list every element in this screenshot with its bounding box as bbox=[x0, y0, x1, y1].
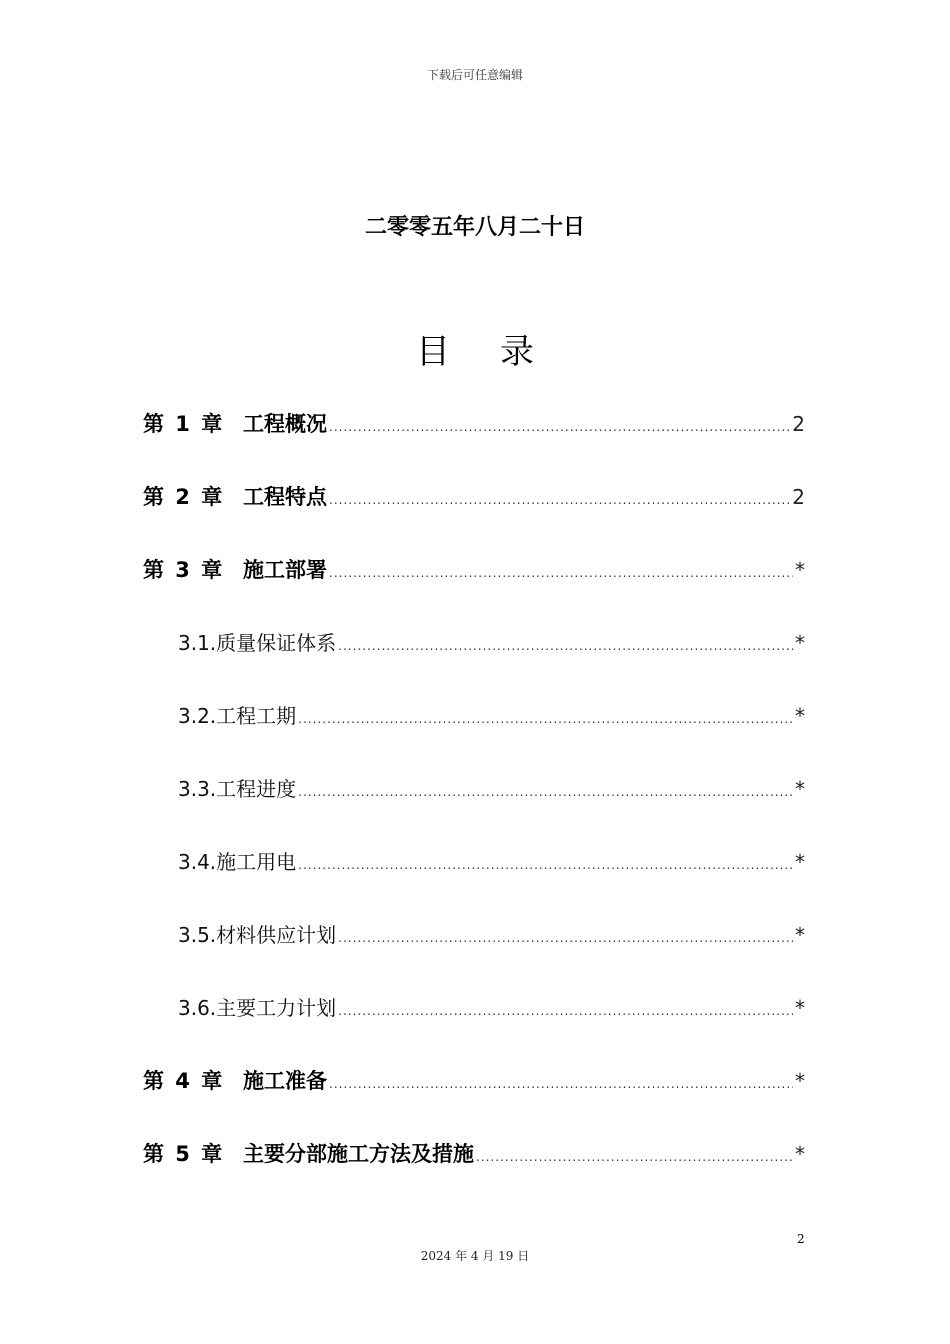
toc-leader-dots bbox=[298, 768, 793, 816]
toc-entry-label: 工程特点 bbox=[243, 485, 327, 509]
toc-entry-label: 施工准备 bbox=[243, 1069, 327, 1093]
toc-entry-label: 3.5.材料供应计划 bbox=[178, 923, 337, 947]
toc-entry-chapter-5[interactable] bbox=[143, 1130, 805, 1203]
toc-entry-page: * bbox=[795, 1142, 805, 1166]
toc-leader-dots bbox=[338, 987, 793, 1035]
toc-entry-page: * bbox=[795, 1069, 805, 1093]
toc-title-char: 录 bbox=[500, 332, 534, 372]
toc-entry-page: * bbox=[795, 558, 805, 582]
toc-leader-dots bbox=[329, 403, 790, 451]
toc-entry-page: 2 bbox=[792, 412, 805, 436]
toc-entry-number: 第 5 章 bbox=[143, 1142, 223, 1166]
toc-entry-label: 3.1.质量保证体系 bbox=[178, 631, 337, 655]
toc-leader-dots bbox=[329, 1060, 793, 1108]
toc-entry-number: 第 3 章 bbox=[143, 558, 223, 582]
toc-title-char: 目 bbox=[416, 332, 450, 372]
toc-entry-chapter-4[interactable] bbox=[143, 1057, 805, 1130]
toc-entry-label: 3.3.工程进度 bbox=[178, 777, 297, 801]
toc-entry-chapter-3[interactable] bbox=[143, 546, 805, 619]
toc-entry-label: 工程概况 bbox=[243, 412, 327, 436]
toc-entry-label: 3.4.施工用电 bbox=[178, 850, 297, 874]
toc-entry-label: 3.6.主要工力计划 bbox=[178, 996, 337, 1020]
toc-leader-dots bbox=[298, 841, 793, 889]
toc-entry-chapter-1[interactable] bbox=[143, 400, 805, 473]
toc-entry-number: 第 1 章 bbox=[143, 412, 223, 436]
toc-entry-page: * bbox=[795, 923, 805, 947]
toc-leader-dots bbox=[338, 914, 793, 962]
toc-leader-dots bbox=[298, 695, 793, 743]
toc-entry-section-3-1[interactable] bbox=[143, 619, 805, 692]
toc-entry-page: 2 bbox=[792, 485, 805, 509]
toc-leader-dots bbox=[338, 622, 793, 670]
toc-entry-chapter-2[interactable] bbox=[143, 473, 805, 546]
toc-leader-dots bbox=[329, 476, 790, 524]
toc-title bbox=[0, 324, 950, 373]
toc-entry-label: 施工部署 bbox=[243, 558, 327, 582]
toc-entry-section-3-2[interactable] bbox=[143, 692, 805, 765]
toc-entry-page: * bbox=[795, 996, 805, 1020]
toc-entry-page: * bbox=[795, 704, 805, 728]
toc-entry-section-3-6[interactable] bbox=[143, 984, 805, 1057]
toc-entry-page: * bbox=[795, 850, 805, 874]
toc-entry-page: * bbox=[795, 631, 805, 655]
footer-date: 2024 年 4 月 19 日 bbox=[420, 1249, 530, 1263]
toc-entry-page: * bbox=[795, 777, 805, 801]
toc-entry-section-3-5[interactable] bbox=[143, 911, 805, 984]
toc-entry-number: 第 4 章 bbox=[143, 1069, 223, 1093]
toc-entry-section-3-4[interactable] bbox=[143, 838, 805, 911]
toc-entry-section-3-3[interactable] bbox=[143, 765, 805, 838]
page-number: 2 bbox=[797, 1232, 805, 1246]
header-note: 下载后可任意编辑 bbox=[426, 68, 523, 82]
toc-leader-dots bbox=[476, 1133, 793, 1181]
toc-leader-dots bbox=[329, 549, 793, 597]
table-of-contents bbox=[143, 400, 805, 1203]
toc-entry-label: 主要分部施工方法及措施 bbox=[243, 1142, 474, 1166]
toc-entry-number: 第 2 章 bbox=[143, 485, 223, 509]
document-date: 二零零五年八月二十日 bbox=[364, 215, 585, 240]
toc-entry-label: 3.2.工程工期 bbox=[178, 704, 297, 728]
